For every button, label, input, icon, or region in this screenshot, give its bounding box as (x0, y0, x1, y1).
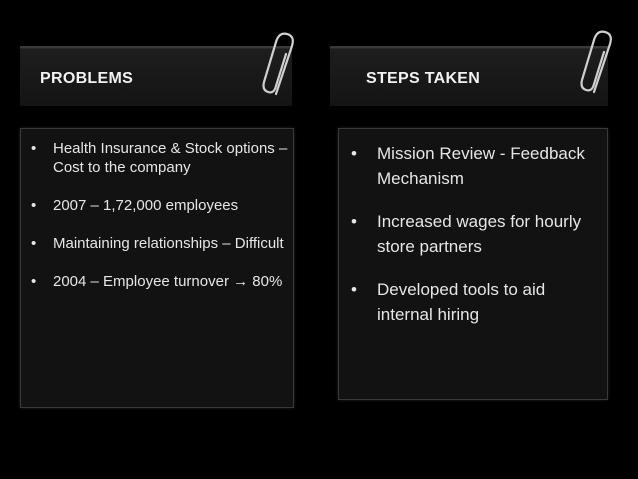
list-item-text: 2007 – 1,72,000 employees (53, 197, 239, 214)
problems-list (29, 139, 291, 310)
steps-box (338, 128, 608, 400)
paperclip-icon (580, 22, 620, 102)
list-item-text: 2004 – Employee turnover → 80% (53, 273, 283, 290)
list-item-text: Health Insurance & Stock options – Cost to the company (53, 140, 288, 176)
list-item (349, 209, 599, 259)
list-item (349, 141, 599, 191)
problems-box (20, 128, 294, 408)
steps-list (349, 141, 599, 345)
list-item-text: Developed tools to aid internal hiring (377, 280, 546, 324)
bullet-icon: • (351, 212, 357, 231)
list-item (349, 277, 599, 327)
problems-title: PROBLEMS (40, 70, 134, 87)
list-item-text: Increased wages for hourly store partners (377, 212, 582, 256)
list-item-text: Maintaining relationships – Difficult (53, 235, 284, 252)
list-item (29, 196, 291, 215)
bullet-icon: • (31, 235, 37, 252)
list-item (29, 272, 291, 291)
list-item (29, 234, 291, 253)
bullet-icon: • (351, 144, 357, 163)
bullet-icon: • (31, 273, 37, 290)
steps-header (330, 46, 608, 106)
problems-header (20, 46, 292, 106)
steps-title: STEPS TAKEN (366, 70, 481, 87)
bullet-icon: • (31, 197, 37, 214)
bullet-icon: • (31, 140, 37, 157)
list-item (29, 139, 291, 177)
paperclip-icon (262, 24, 302, 104)
bullet-icon: • (351, 280, 357, 299)
list-item-text: Mission Review - Feedback Mechanism (377, 144, 585, 188)
